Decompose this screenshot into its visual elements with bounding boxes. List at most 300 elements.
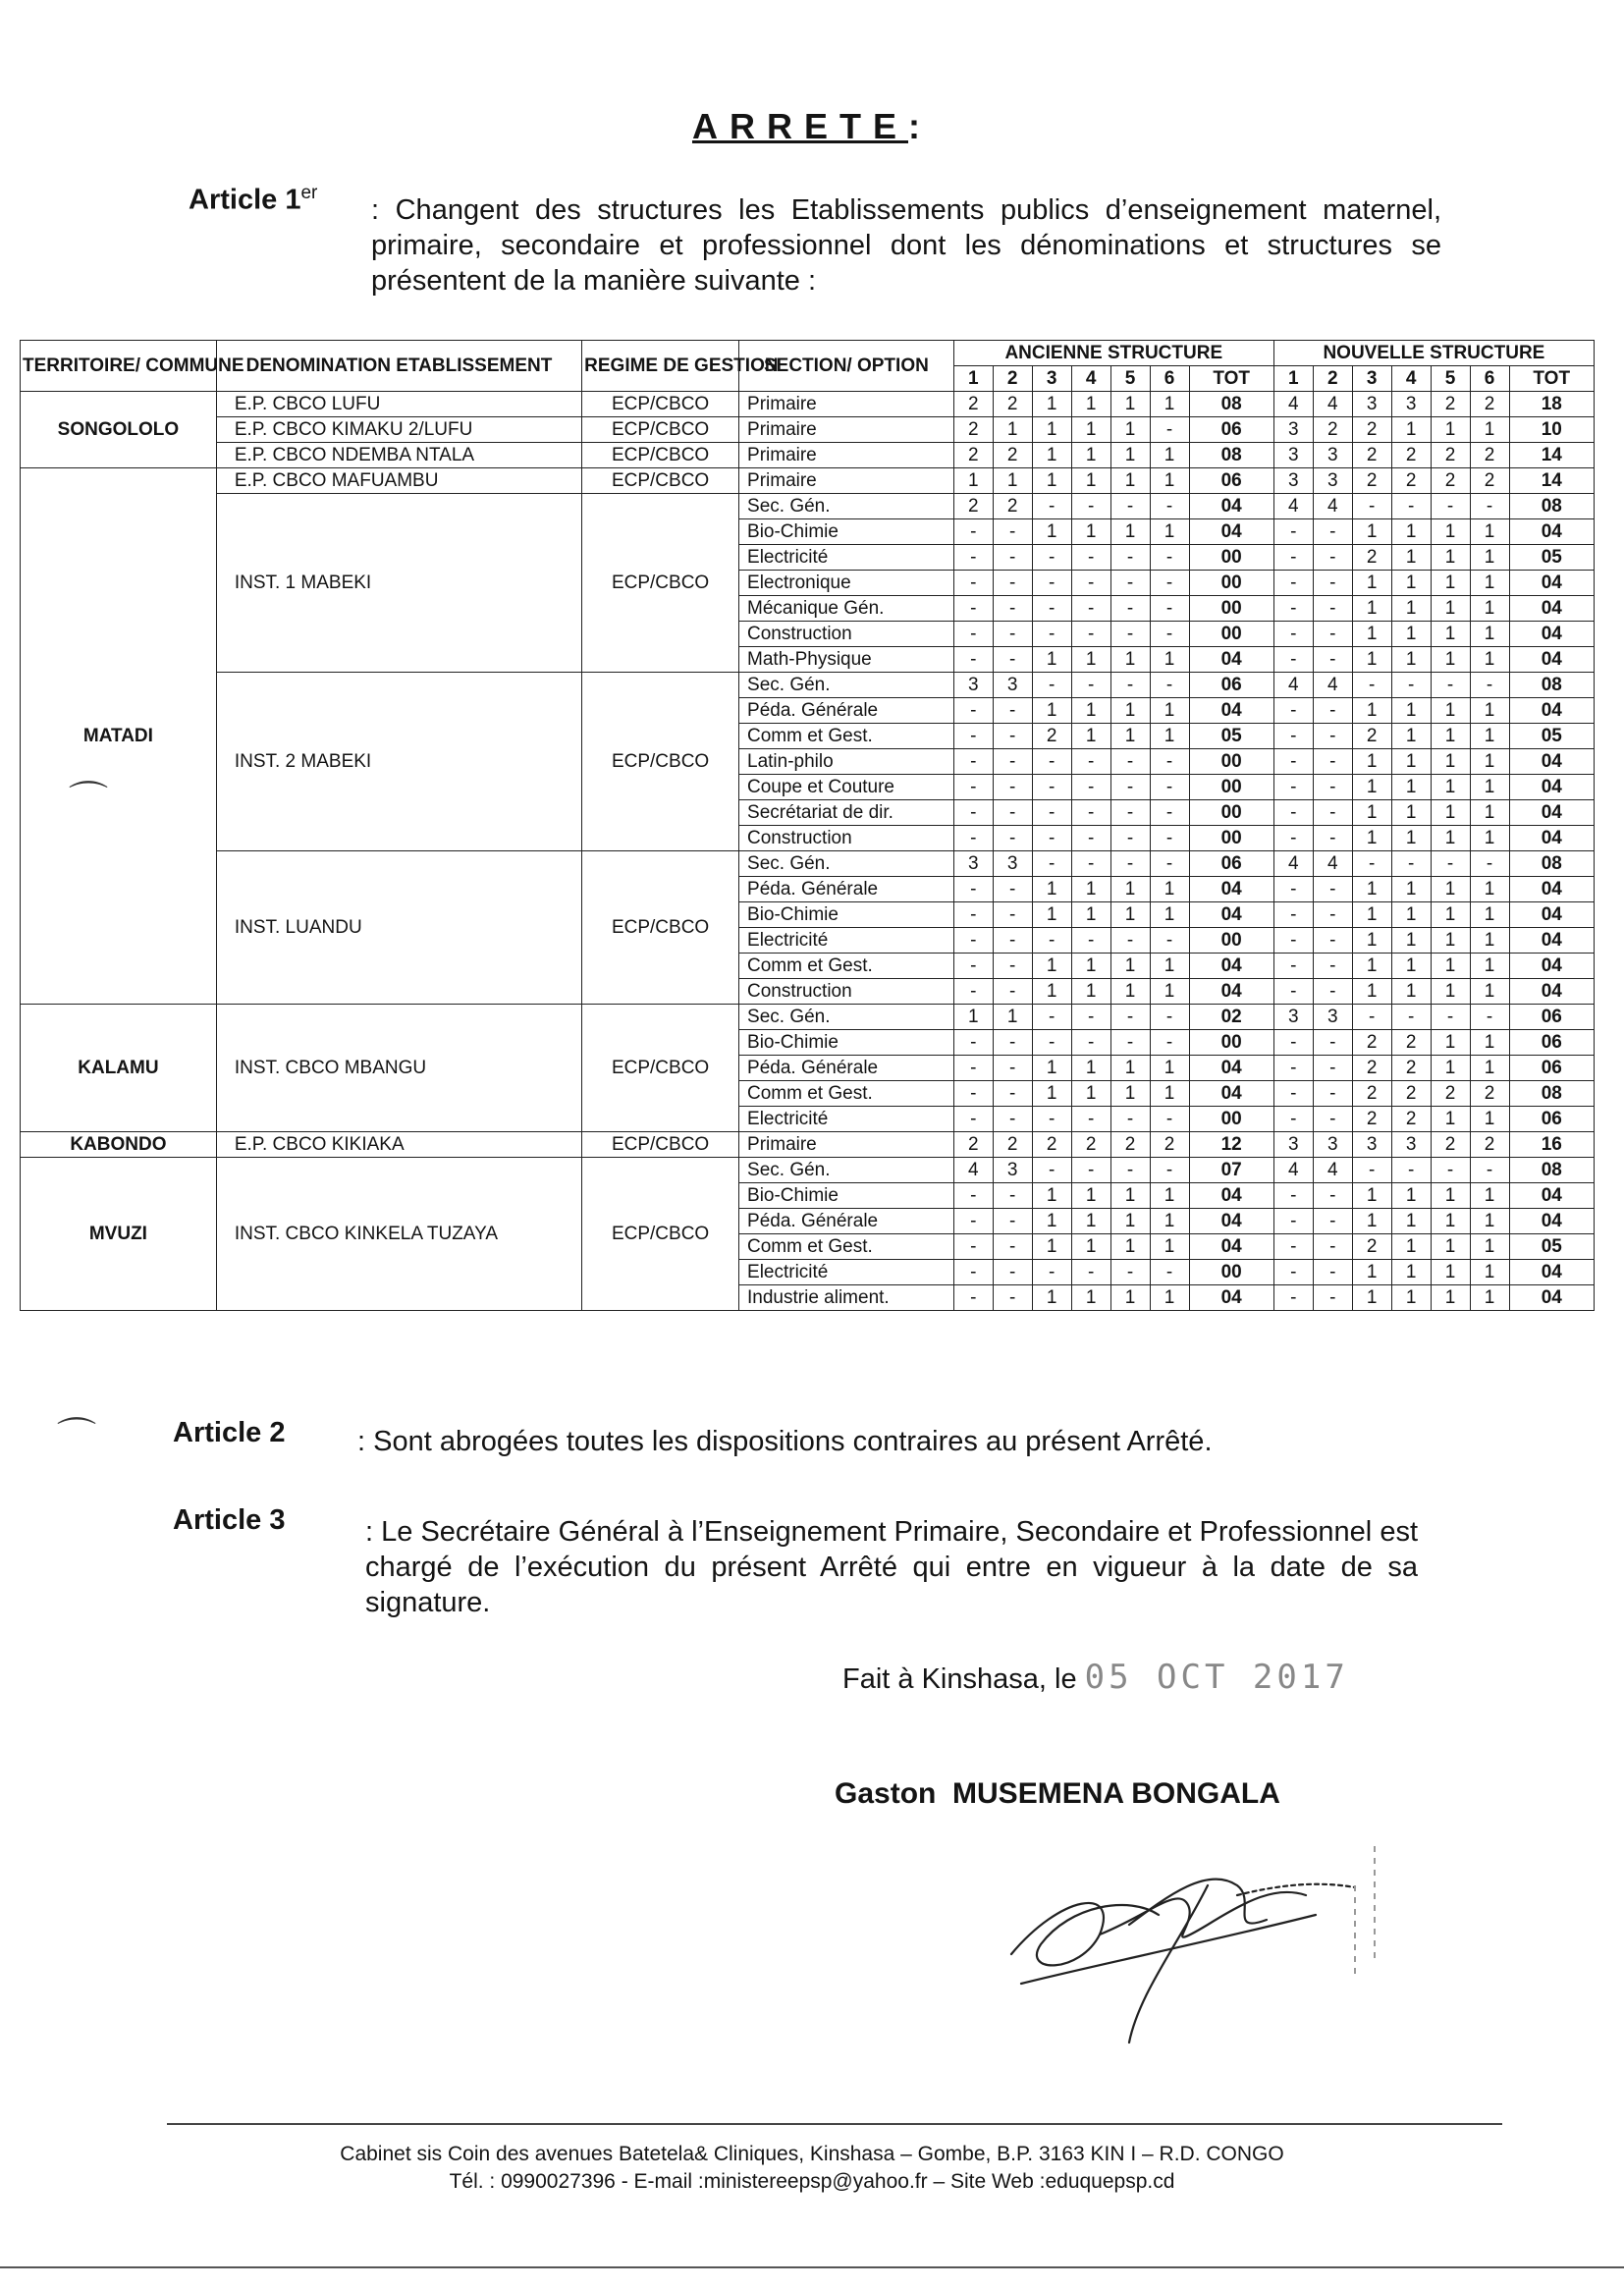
ancienne-year-cell: - [1150, 749, 1189, 775]
ancienne-year-cell: - [1150, 545, 1189, 571]
ancienne-total-cell: 00 [1189, 596, 1273, 622]
ancienne-year-cell: - [1110, 622, 1150, 647]
ancienne-year-cell: - [1071, 1107, 1110, 1132]
nouvelle-year-cell: 1 [1470, 1209, 1509, 1234]
nouvelle-year-cell: 1 [1470, 1234, 1509, 1260]
regime-cell: ECP/CBCO [582, 392, 739, 417]
ancienne-year-cell: 1 [1071, 468, 1110, 494]
header-ancienne-structure: ANCIENNE STRUCTURE [953, 341, 1273, 366]
ancienne-year-cell: - [1150, 596, 1189, 622]
ancienne-year-cell: 1 [1150, 1183, 1189, 1209]
nouvelle-year-cell: - [1470, 673, 1509, 698]
ancienne-year-cell: 3 [993, 851, 1032, 877]
ancienne-year-cell: - [1150, 1005, 1189, 1030]
nouvelle-year-cell: - [1273, 1056, 1313, 1081]
nouvelle-year-cell: 1 [1431, 1056, 1470, 1081]
ancienne-year-cell: - [1110, 1005, 1150, 1030]
ancienne-year-cell: 1 [1071, 979, 1110, 1005]
ancienne-year-cell: - [1032, 851, 1071, 877]
table-row [21, 494, 1595, 519]
nouvelle-year-cell: 1 [1352, 698, 1391, 724]
nouvelle-year-cell: 2 [1352, 1234, 1391, 1260]
ancienne-year-cell: - [1110, 1107, 1150, 1132]
nouvelle-year-cell: - [1273, 1183, 1313, 1209]
nouvelle-year-cell: - [1273, 979, 1313, 1005]
ancienne-year-cell: 1 [1032, 392, 1071, 417]
ancienne-year-cell: 1 [1110, 468, 1150, 494]
ancienne-year-cell: 1 [1032, 698, 1071, 724]
nouvelle-year-cell: 1 [1431, 800, 1470, 826]
ancienne-year-cell: - [1110, 571, 1150, 596]
nouvelle-year-cell: - [1273, 1285, 1313, 1311]
section-cell: Péda. Générale [739, 1209, 954, 1234]
ancienne-total-cell: 00 [1189, 571, 1273, 596]
nouvelle-year-cell: 1 [1352, 902, 1391, 928]
nouvelle-total-cell: 10 [1509, 417, 1594, 443]
regime-cell: ECP/CBCO [582, 443, 739, 468]
nouvelle-year-cell: 1 [1470, 622, 1509, 647]
regime-cell: ECP/CBCO [582, 1158, 739, 1311]
nouvelle-year-cell: 1 [1431, 902, 1470, 928]
nouvelle-total-cell: 04 [1509, 1209, 1594, 1234]
table-row [21, 468, 1595, 494]
ancienne-total-cell: 00 [1189, 1107, 1273, 1132]
ancienne-year-cell: - [993, 954, 1032, 979]
ancienne-year-cell: - [993, 826, 1032, 851]
ancienne-total-cell: 08 [1189, 392, 1273, 417]
section-cell: Primaire [739, 1132, 954, 1158]
nouvelle-year-cell: 1 [1470, 979, 1509, 1005]
section-cell: Sec. Gén. [739, 851, 954, 877]
nouvelle-year-cell: 3 [1313, 443, 1352, 468]
nouvelle-col-header: 1 [1273, 366, 1313, 392]
section-cell: Péda. Générale [739, 698, 954, 724]
nouvelle-total-cell: 08 [1509, 673, 1594, 698]
header-section: SECTION/ OPTION [739, 341, 954, 392]
ancienne-year-cell: 1 [1150, 1081, 1189, 1107]
ancienne-total-cell: 08 [1189, 443, 1273, 468]
ancienne-year-cell: 1 [1110, 877, 1150, 902]
nouvelle-year-cell: 1 [1431, 622, 1470, 647]
ancienne-year-cell: - [953, 749, 993, 775]
nouvelle-year-cell: - [1431, 1158, 1470, 1183]
ancienne-year-cell: 1 [1071, 443, 1110, 468]
nouvelle-col-header: 3 [1352, 366, 1391, 392]
nouvelle-year-cell: 1 [1431, 928, 1470, 954]
header-territoire: TERRITOIRE/ COMMUNE [21, 341, 217, 392]
ancienne-year-cell: 1 [1032, 468, 1071, 494]
nouvelle-year-cell: 1 [1352, 1209, 1391, 1234]
section-cell: Comm et Gest. [739, 724, 954, 749]
ancienne-year-cell: 1 [1110, 954, 1150, 979]
ancienne-total-cell: 00 [1189, 800, 1273, 826]
ancienne-year-cell: 2 [953, 417, 993, 443]
ancienne-year-cell: 1 [953, 1005, 993, 1030]
nouvelle-total-cell: 06 [1509, 1107, 1594, 1132]
ancienne-year-cell: - [993, 724, 1032, 749]
ancienne-year-cell: - [1032, 928, 1071, 954]
ancienne-year-cell: 2 [953, 392, 993, 417]
territoire-cell: KABONDO [21, 1132, 217, 1158]
nouvelle-year-cell: 1 [1352, 622, 1391, 647]
nouvelle-year-cell: 2 [1352, 1081, 1391, 1107]
nouvelle-year-cell: - [1313, 954, 1352, 979]
ancienne-year-cell: - [1110, 826, 1150, 851]
nouvelle-col-header: 5 [1431, 366, 1470, 392]
ancienne-year-cell: - [1032, 545, 1071, 571]
nouvelle-year-cell: 1 [1391, 647, 1431, 673]
ancienne-year-cell: 1 [1110, 1209, 1150, 1234]
nouvelle-year-cell: - [1313, 1209, 1352, 1234]
nouvelle-year-cell: 1 [1352, 1260, 1391, 1285]
ancienne-year-cell: 1 [1110, 1081, 1150, 1107]
section-cell: Bio-Chimie [739, 902, 954, 928]
ancienne-year-cell: - [993, 1056, 1032, 1081]
nouvelle-year-cell: 1 [1470, 1030, 1509, 1056]
ancienne-year-cell: 2 [993, 443, 1032, 468]
nouvelle-total-cell: 04 [1509, 877, 1594, 902]
ancienne-year-cell: - [1032, 596, 1071, 622]
ancienne-total-cell: 04 [1189, 979, 1273, 1005]
nouvelle-total-cell: 08 [1509, 1081, 1594, 1107]
ancienne-total-cell: 05 [1189, 724, 1273, 749]
nouvelle-year-cell: - [1313, 571, 1352, 596]
ancienne-year-cell: - [1032, 1005, 1071, 1030]
section-cell: Sec. Gén. [739, 494, 954, 519]
nouvelle-year-cell: - [1313, 1183, 1352, 1209]
ancienne-year-cell: - [953, 647, 993, 673]
nouvelle-year-cell: - [1273, 1234, 1313, 1260]
nouvelle-year-cell: 2 [1352, 724, 1391, 749]
nouvelle-year-cell: 1 [1391, 1183, 1431, 1209]
nouvelle-year-cell: 3 [1352, 392, 1391, 417]
section-cell: Sec. Gén. [739, 673, 954, 698]
ancienne-total-cell: 06 [1189, 851, 1273, 877]
nouvelle-year-cell: 1 [1470, 519, 1509, 545]
nouvelle-total-cell: 16 [1509, 1132, 1594, 1158]
nouvelle-year-cell: - [1391, 851, 1431, 877]
ancienne-year-cell: - [993, 775, 1032, 800]
ancienne-year-cell: - [993, 1107, 1032, 1132]
ancienne-year-cell: - [953, 1107, 993, 1132]
nouvelle-total-cell: 04 [1509, 571, 1594, 596]
ancienne-year-cell: 1 [1110, 1285, 1150, 1311]
nouvelle-year-cell: 1 [1391, 1234, 1431, 1260]
nouvelle-year-cell: - [1313, 647, 1352, 673]
nouvelle-year-cell: 1 [1352, 519, 1391, 545]
ancienne-year-cell: 1 [1032, 1285, 1071, 1311]
nouvelle-year-cell: - [1273, 954, 1313, 979]
regime-cell: ECP/CBCO [582, 1132, 739, 1158]
ancienne-year-cell: - [993, 571, 1032, 596]
nouvelle-year-cell: - [1391, 494, 1431, 519]
section-cell: Sec. Gén. [739, 1005, 954, 1030]
ancienne-year-cell: - [1110, 1158, 1150, 1183]
nouvelle-year-cell: 4 [1273, 673, 1313, 698]
section-cell: Comm et Gest. [739, 1234, 954, 1260]
nouvelle-year-cell: 2 [1352, 417, 1391, 443]
ancienne-year-cell: - [1110, 800, 1150, 826]
nouvelle-year-cell: 1 [1431, 417, 1470, 443]
nouvelle-year-cell: 1 [1352, 647, 1391, 673]
ancienne-year-cell: 2 [993, 494, 1032, 519]
nouvelle-total-cell: 18 [1509, 392, 1594, 417]
margin-mark: ⌒ [69, 780, 108, 823]
nouvelle-total-cell: 04 [1509, 775, 1594, 800]
nouvelle-year-cell: 2 [1352, 1030, 1391, 1056]
nouvelle-year-cell: 2 [1391, 1107, 1431, 1132]
ancienne-col-header: 6 [1150, 366, 1189, 392]
nouvelle-year-cell: 1 [1470, 571, 1509, 596]
ancienne-year-cell: - [953, 1056, 993, 1081]
ancienne-year-cell: - [993, 1260, 1032, 1285]
article-1-label: Article 1er [189, 183, 318, 216]
ancienne-year-cell: - [993, 596, 1032, 622]
table-row [21, 417, 1595, 443]
ancienne-year-cell: - [1071, 851, 1110, 877]
nouvelle-year-cell: 1 [1431, 979, 1470, 1005]
ancienne-year-cell: 1 [1032, 647, 1071, 673]
ancienne-total-cell: 00 [1189, 1030, 1273, 1056]
ancienne-year-cell: - [1110, 494, 1150, 519]
nouvelle-year-cell: 4 [1313, 673, 1352, 698]
nouvelle-year-cell: 1 [1470, 902, 1509, 928]
nouvelle-year-cell: - [1470, 1005, 1509, 1030]
nouvelle-total-cell: 04 [1509, 1260, 1594, 1285]
ancienne-year-cell: 1 [1032, 1234, 1071, 1260]
nouvelle-year-cell: 1 [1391, 826, 1431, 851]
ancienne-year-cell: - [1032, 673, 1071, 698]
nouvelle-year-cell: - [1313, 1285, 1352, 1311]
regime-cell: ECP/CBCO [582, 468, 739, 494]
section-cell: Secrétariat de dir. [739, 800, 954, 826]
ancienne-year-cell: 1 [1071, 519, 1110, 545]
nouvelle-year-cell: 1 [1470, 724, 1509, 749]
section-cell: Electricité [739, 1107, 954, 1132]
ancienne-year-cell: - [1110, 673, 1150, 698]
nouvelle-year-cell: - [1352, 1005, 1391, 1030]
nouvelle-year-cell: - [1470, 1158, 1509, 1183]
ancienne-year-cell: - [1150, 1107, 1189, 1132]
nouvelle-year-cell: - [1313, 1081, 1352, 1107]
nouvelle-year-cell: 1 [1470, 647, 1509, 673]
section-cell: Péda. Générale [739, 877, 954, 902]
nouvelle-year-cell: - [1313, 698, 1352, 724]
ancienne-year-cell: - [1150, 494, 1189, 519]
ancienne-year-cell: 1 [1110, 902, 1150, 928]
ancienne-year-cell: 1 [1150, 1209, 1189, 1234]
ancienne-year-cell: - [1150, 622, 1189, 647]
ancienne-total-cell: 00 [1189, 928, 1273, 954]
section-cell: Electronique [739, 571, 954, 596]
ancienne-total-cell: 00 [1189, 826, 1273, 851]
ancienne-year-cell: 1 [1032, 902, 1071, 928]
nouvelle-year-cell: 1 [1431, 1260, 1470, 1285]
nouvelle-year-cell: - [1313, 877, 1352, 902]
nouvelle-year-cell: 2 [1391, 1056, 1431, 1081]
nouvelle-total-cell: 04 [1509, 800, 1594, 826]
ancienne-total-cell: 04 [1189, 902, 1273, 928]
ancienne-year-cell: - [1032, 800, 1071, 826]
ancienne-year-cell: - [1071, 673, 1110, 698]
denomination-cell: E.P. CBCO NDEMBA NTALA [216, 443, 581, 468]
nouvelle-year-cell: 2 [1470, 1081, 1509, 1107]
ancienne-year-cell: - [953, 979, 993, 1005]
nouvelle-year-cell: - [1273, 724, 1313, 749]
ancienne-year-cell: - [953, 826, 993, 851]
article-2-text: : Sont abrogées toutes les dispositions contraires au présent Arrêté. [357, 1426, 1213, 1457]
nouvelle-year-cell: 2 [1391, 1030, 1431, 1056]
nouvelle-year-cell: - [1470, 851, 1509, 877]
ancienne-year-cell: - [1071, 928, 1110, 954]
nouvelle-year-cell: 1 [1391, 596, 1431, 622]
nouvelle-total-cell: 04 [1509, 749, 1594, 775]
nouvelle-year-cell: 1 [1391, 979, 1431, 1005]
nouvelle-year-cell: 1 [1470, 1260, 1509, 1285]
ancienne-year-cell: - [1071, 622, 1110, 647]
ancienne-year-cell: - [1150, 1158, 1189, 1183]
ancienne-col-header: 1 [953, 366, 993, 392]
nouvelle-total-cell: 04 [1509, 647, 1594, 673]
denomination-cell: INST. CBCO MBANGU [216, 1005, 581, 1132]
nouvelle-year-cell: - [1431, 851, 1470, 877]
ancienne-year-cell: - [1150, 928, 1189, 954]
nouvelle-year-cell: 2 [1470, 443, 1509, 468]
nouvelle-year-cell: 1 [1431, 1183, 1470, 1209]
nouvelle-year-cell: 1 [1470, 928, 1509, 954]
ancienne-total-cell: 04 [1189, 1234, 1273, 1260]
ancienne-year-cell: 1 [993, 417, 1032, 443]
ancienne-year-cell: - [993, 647, 1032, 673]
nouvelle-year-cell: 1 [1352, 826, 1391, 851]
nouvelle-year-cell: 1 [1431, 826, 1470, 851]
nouvelle-total-cell: 04 [1509, 954, 1594, 979]
ancienne-col-header: TOT [1189, 366, 1273, 392]
ancienne-year-cell: - [1032, 826, 1071, 851]
nouvelle-year-cell: - [1273, 1260, 1313, 1285]
ancienne-total-cell: 04 [1189, 698, 1273, 724]
nouvelle-year-cell: 1 [1391, 698, 1431, 724]
ancienne-year-cell: - [1110, 851, 1150, 877]
ancienne-total-cell: 04 [1189, 519, 1273, 545]
nouvelle-total-cell: 04 [1509, 826, 1594, 851]
ancienne-year-cell: - [953, 698, 993, 724]
article-3-text: : Le Secrétaire Général à l’Enseignement Primaire, Secondaire et Professionnel est chargé de l’exécution du présent Arrêté qui entre en vigueur à la date de sa signature. [365, 1516, 1418, 1618]
nouvelle-year-cell: 3 [1273, 468, 1313, 494]
ancienne-year-cell: - [953, 1260, 993, 1285]
nouvelle-year-cell: 1 [1431, 698, 1470, 724]
ancienne-year-cell: - [953, 1234, 993, 1260]
footer [0, 2141, 1624, 2196]
nouvelle-year-cell: - [1273, 775, 1313, 800]
nouvelle-year-cell: 1 [1431, 954, 1470, 979]
ancienne-year-cell: 2 [1071, 1132, 1110, 1158]
nouvelle-year-cell: 3 [1352, 1132, 1391, 1158]
ancienne-year-cell: 1 [1071, 1209, 1110, 1234]
ancienne-year-cell: 1 [1071, 698, 1110, 724]
denomination-cell: E.P. CBCO KIMAKU 2/LUFU [216, 417, 581, 443]
nouvelle-year-cell: 2 [1391, 443, 1431, 468]
nouvelle-year-cell: 1 [1431, 571, 1470, 596]
section-cell: Coupe et Couture [739, 775, 954, 800]
ancienne-year-cell: 1 [1150, 1056, 1189, 1081]
ancienne-year-cell: - [1110, 775, 1150, 800]
nouvelle-year-cell: 3 [1273, 1005, 1313, 1030]
nouvelle-year-cell: 1 [1391, 954, 1431, 979]
ancienne-year-cell: 1 [953, 468, 993, 494]
nouvelle-year-cell: 1 [1352, 1285, 1391, 1311]
ancienne-year-cell: 1 [1110, 1056, 1150, 1081]
ancienne-total-cell: 00 [1189, 545, 1273, 571]
ancienne-year-cell: - [1032, 1260, 1071, 1285]
nouvelle-year-cell: 1 [1391, 724, 1431, 749]
nouvelle-year-cell: 1 [1470, 1183, 1509, 1209]
ancienne-year-cell: 3 [993, 673, 1032, 698]
denomination-cell: INST. CBCO KINKELA TUZAYA [216, 1158, 581, 1311]
nouvelle-year-cell: 1 [1431, 519, 1470, 545]
nouvelle-year-cell: 1 [1431, 775, 1470, 800]
ancienne-year-cell: - [1071, 596, 1110, 622]
ancienne-total-cell: 06 [1189, 673, 1273, 698]
ancienne-year-cell: - [1032, 571, 1071, 596]
nouvelle-year-cell: 1 [1391, 545, 1431, 571]
ancienne-year-cell: - [1032, 494, 1071, 519]
ancienne-year-cell: 1 [1071, 392, 1110, 417]
nouvelle-total-cell: 04 [1509, 596, 1594, 622]
header-denomination: DENOMINATION ETABLISSEMENT [216, 341, 581, 392]
nouvelle-total-cell: 04 [1509, 979, 1594, 1005]
nouvelle-total-cell: 04 [1509, 1183, 1594, 1209]
article-2-label: Article 2 [173, 1417, 286, 1448]
nouvelle-year-cell: - [1273, 826, 1313, 851]
section-cell: Péda. Générale [739, 1056, 954, 1081]
denomination-cell: E.P. CBCO MAFUAMBU [216, 468, 581, 494]
ancienne-total-cell: 04 [1189, 494, 1273, 519]
nouvelle-year-cell: 3 [1273, 443, 1313, 468]
regime-cell: ECP/CBCO [582, 417, 739, 443]
nouvelle-year-cell: 1 [1470, 1107, 1509, 1132]
ancienne-year-cell: - [1032, 775, 1071, 800]
nouvelle-year-cell: 1 [1470, 596, 1509, 622]
ancienne-year-cell: 1 [1071, 1234, 1110, 1260]
ancienne-year-cell: 1 [1071, 1285, 1110, 1311]
nouvelle-year-cell: - [1273, 647, 1313, 673]
ancienne-year-cell: - [993, 1183, 1032, 1209]
handwritten-signature [982, 1826, 1394, 2052]
nouvelle-year-cell: 2 [1470, 1132, 1509, 1158]
ancienne-total-cell: 00 [1189, 775, 1273, 800]
nouvelle-year-cell: 1 [1470, 877, 1509, 902]
ancienne-total-cell: 04 [1189, 1209, 1273, 1234]
ancienne-year-cell: 2 [953, 494, 993, 519]
regime-cell: ECP/CBCO [582, 1005, 739, 1132]
nouvelle-total-cell: 14 [1509, 468, 1594, 494]
nouvelle-year-cell: 4 [1313, 851, 1352, 877]
ancienne-year-cell: 1 [1032, 877, 1071, 902]
section-cell: Bio-Chimie [739, 1030, 954, 1056]
nouvelle-year-cell: 1 [1431, 647, 1470, 673]
denomination-cell: E.P. CBCO LUFU [216, 392, 581, 417]
nouvelle-year-cell: - [1313, 519, 1352, 545]
ancienne-year-cell: 1 [1071, 1081, 1110, 1107]
nouvelle-year-cell: 1 [1431, 1234, 1470, 1260]
nouvelle-year-cell: 1 [1352, 954, 1391, 979]
nouvelle-year-cell: 1 [1431, 1030, 1470, 1056]
ancienne-year-cell: 1 [1110, 647, 1150, 673]
table-row [21, 1132, 1595, 1158]
ancienne-year-cell: - [1110, 596, 1150, 622]
nouvelle-total-cell: 08 [1509, 1158, 1594, 1183]
